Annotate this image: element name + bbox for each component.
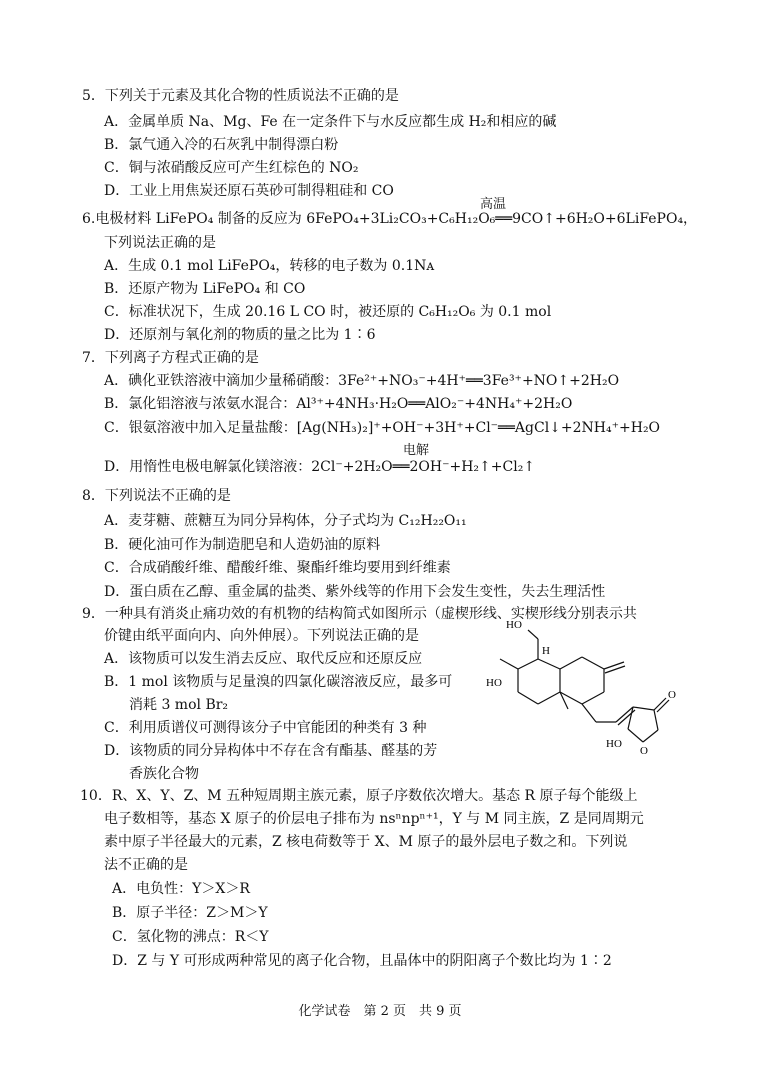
q8-option-b: B．硬化油可作为制造肥皂和人造奶油的原料 [104, 537, 381, 553]
q7-option-c: C．银氨溶液中加入足量盐酸：[Ag(NH₃)₂]⁺+OH⁻+3H⁺+Cl⁻══AgCl↓+2NH₄⁺+H₂O [104, 420, 661, 436]
ho-bottom-label: HO [606, 738, 622, 750]
q5-stem: 5．下列关于元素及其化合物的性质说法不正确的是 [82, 88, 399, 104]
q8-option-c: C．合成硝酸纤维、醋酸纤维、聚酯纤维均要用到纤维素 [104, 560, 451, 576]
q6-option-b: B．还原产物为 LiFePO₄ 和 CO [104, 281, 306, 297]
h-label: H [542, 645, 550, 657]
q10-line-2: 电子数相等，基态 X 原子的价层电子排布为 nsⁿnpⁿ⁺¹，Y 与 M 同主族，Z 是同周期元 [104, 811, 644, 827]
q7-option-b: B．氯化铝溶液与浓氨水混合：Al³⁺+4NH₃·H₂O══AlO₂⁻+4NH₄⁺+2H₂O [104, 396, 573, 412]
q8-option-a: A．麦芽糖、蔗糖互为同分异构体，分子式均为 C₁₂H₂₂O₁₁ [104, 513, 467, 529]
q9-option-d-cont: 香族化合物 [129, 766, 199, 782]
ho-left-label: HO [486, 677, 502, 689]
q6-option-c: C．标准状况下，生成 20.16 L CO 时，被还原的 C₆H₁₂O₆ 为 0.1 mol [104, 304, 552, 320]
ho-top-label: HO [506, 619, 522, 631]
q5-option-b: B．氯气通入冷的石灰乳中制得漂白粉 [104, 137, 339, 153]
q10-option-d: D．Z 与 Y 可形成两种常见的离子化合物，且晶体中的阴阳离子个数比均为 1∶2 [112, 953, 612, 969]
q9-option-d: D．该物质的同分异构体中不存在含有酯基、醛基的芳 [104, 743, 438, 759]
q10-option-c: C．氢化物的沸点：R＜Y [112, 929, 269, 945]
q6-option-a: A．生成 0.1 mol LiFePO₄，转移的电子数为 0.1Nᴀ [104, 258, 435, 274]
q9-option-a: A．该物质可以发生消去反应、取代反应和还原反应 [104, 651, 423, 667]
q8-stem: 8．下列说法不正确的是 [82, 488, 231, 504]
carbonyl-o-label: O [668, 689, 676, 701]
q9-option-b-cont: 消耗 3 mol Br₂ [129, 697, 229, 713]
q6-option-d: D．还原剂与氧化剂的物质的量之比为 1∶6 [104, 327, 376, 343]
q7-d-condition: 电解 [403, 443, 430, 458]
page-footer: 化学试卷 第 2 页 共 9 页 [298, 1004, 462, 1019]
q5-option-a: A．金属单质 Na、Mg、Fe 在一定条件下与水反应都生成 H₂和相应的碱 [104, 114, 557, 130]
q6-stem2: 下列说法正确的是 [104, 235, 216, 251]
q10-option-a: A．电负性：Y＞X＞R [112, 881, 250, 897]
q8-option-d: D．蛋白质在乙醇、重金属的盐类、紫外线等的作用下会发生变性，失去生理活性 [104, 584, 606, 600]
q6-condition: 高温 [480, 197, 507, 212]
q6-stem: 6.电极材料 LiFePO₄ 制备的反应为 6FePO₄+3Li₂CO₃+C₆H₁₂O₆══9CO↑+6H₂O+6LiFePO₄， [82, 211, 698, 227]
q9-stem2: 价键由纸平面向内、向外伸展）。下列说法正确的是 [104, 628, 419, 644]
q7-stem: 7．下列离子方程式正确的是 [82, 350, 259, 366]
q5-option-c: C．铜与浓硝酸反应可产生红棕色的 NO₂ [104, 160, 359, 176]
structural-formula [478, 614, 688, 764]
q10-line-4: 法不正确的是 [104, 857, 188, 873]
q9-option-c: C．利用质谱仪可测得该分子中官能团的种类有 3 种 [104, 720, 427, 736]
q7-option-d: D．用惰性电极电解氯化镁溶液：2Cl⁻+2H₂O══2OH⁻+H₂↑+Cl₂↑ [104, 459, 536, 475]
q10-line-3: 素中原子半径最大的元素，Z 核电荷数等于 X、M 原子的最外层电子数之和。下列说 [104, 834, 628, 850]
q7-option-a: A．碘化亚铁溶液中滴加少量稀硝酸：3Fe²⁺+NO₃⁻+4H⁺══3Fe³⁺+NO↑+2H₂O [104, 373, 620, 389]
ring-o-label: O [640, 745, 648, 757]
q5-option-d: D．工业上用焦炭还原石英砂可制得粗硅和 CO [104, 183, 394, 199]
q10-option-b: B．原子半径：Z＞M＞Y [112, 905, 268, 921]
q9-option-b: B．1 mol 该物质与足量溴的四氯化碳溶液反应，最多可 [104, 674, 453, 690]
q10-line-1: 10．R、X、Y、Z、M 五种短周期主族元素，原子序数依次增大。基态 R 原子每个能级上 [80, 788, 638, 804]
q9-stem: 9．一种具有消炎止痛功效的有机物的结构简式如图所示（虚楔形线、实楔形线分别表示共 [82, 606, 637, 622]
